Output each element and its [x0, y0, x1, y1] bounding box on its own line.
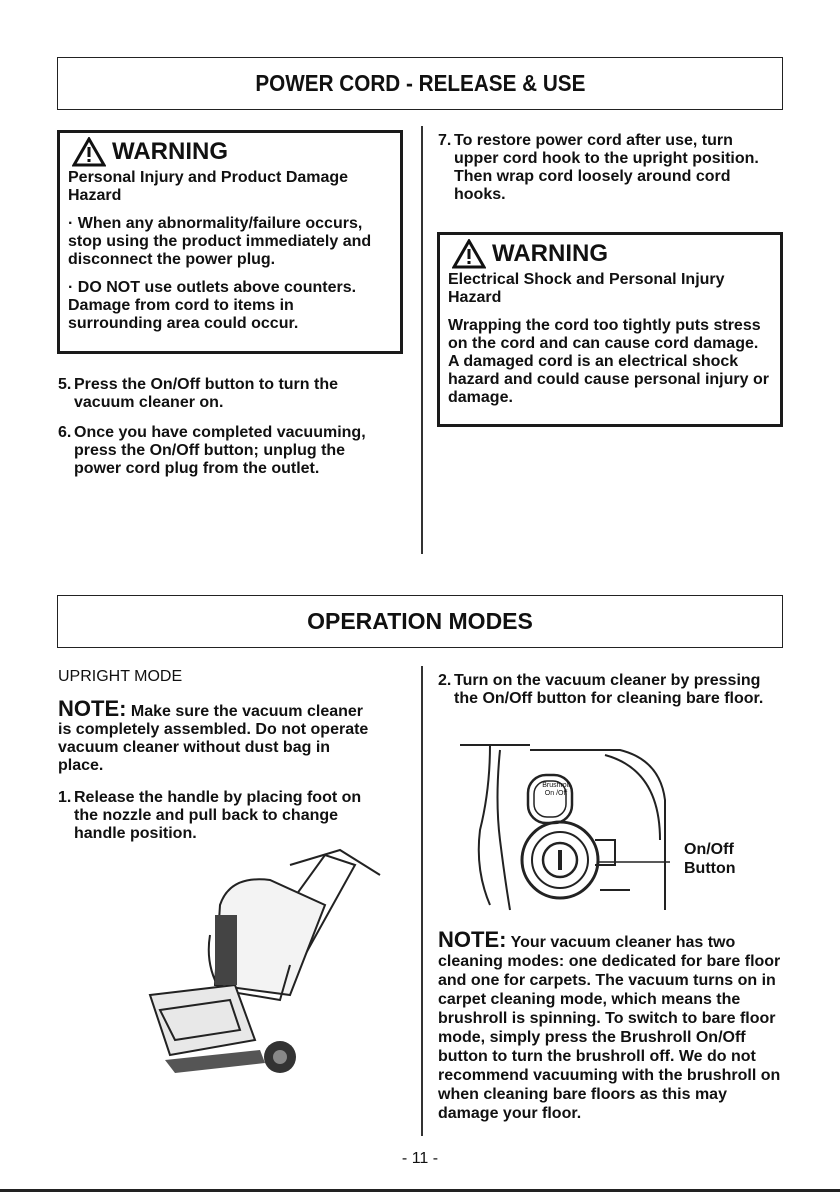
- warning-triangle-icon: [72, 137, 106, 167]
- warning-body-2: Wrapping the cord too tightly puts stress on the cord and can cause cord damage. A damaged cord is an electrical shock hazard and could cause personal injury or damage.: [448, 317, 769, 406]
- vacuum-upright-illustration: [140, 845, 390, 1085]
- mode-label: UPRIGHT MODE: [58, 668, 183, 685]
- note-2: NOTE: Your vacuum cleaner has two cleaning modes: one dedicated for bare floor and one for carpets. The vacuum turns on in carpet cleaning mode, which means the brushroll is spinning. To switch to bare floor mode, simply press the Brushroll On/Off button to turn the brushroll off. We do not recommend vacuuming with the brushroll on when cleaning bare floors as this may damage your floor.: [438, 927, 781, 1122]
- step-7: 7. To restore power cord after use, turn upper cord hook to the upright position. Then wrap cord loosely around cord hooks.: [438, 132, 759, 203]
- step-1: 1. Release the handle by placing foot on the nozzle and pull back to change handle position.: [58, 789, 362, 842]
- note-head: NOTE:: [58, 696, 127, 721]
- step-6: 6. Once you have completed vacuuming, press the On/Off button; unplug the power cord plug from the outlet.: [58, 424, 366, 477]
- section-title-text: POWER CORD - RELEASE & USE: [254, 70, 586, 96]
- upright-mode-column: [58, 668, 378, 855]
- onoff-callout: On/Off Button: [684, 841, 736, 877]
- column-divider-2: [421, 666, 423, 1136]
- section-title-text: OPERATION MODES: [307, 608, 533, 634]
- warning-box-personal-injury: [57, 130, 403, 354]
- note-head: NOTE:: [438, 927, 507, 952]
- step-5: 5. Press the On/Off button to turn the vacuum cleaner on.: [58, 376, 338, 411]
- warning-triangle-icon: [452, 239, 486, 269]
- brushroll-button-label: Brushroll On /Off: [542, 782, 570, 797]
- hazard-title: Personal Injury and Product Damage Hazard: [68, 169, 349, 204]
- section-title-power-cord: [57, 57, 783, 110]
- warning-box-electrical-shock: [437, 232, 783, 427]
- section-title-operation-modes: [57, 595, 783, 648]
- note-1: NOTE: Make sure the vacuum cleaner is completely assembled. Do not operate vacuum cleaner without dust bag in place.: [58, 696, 369, 774]
- warning-bullet-1: · When any abnormality/failure occurs, stop using the product immediately and disconnect the power plug.: [68, 215, 372, 268]
- page-number: - 11 -: [401, 1150, 439, 1167]
- onoff-button-illustration: [450, 740, 670, 915]
- step-2: 2. Turn on the vacuum cleaner by pressing the On/Off button for cleaning bare floor.: [438, 672, 764, 707]
- operation-step-2-column: [438, 672, 783, 720]
- hazard-title-2: Electrical Shock and Personal Injury Hazard: [448, 271, 725, 306]
- steps-left-section1: [58, 376, 388, 490]
- warning-heading: WARNING: [72, 137, 392, 167]
- steps-right-section1: [438, 132, 778, 216]
- warning-bullet-2: · DO NOT use outlets above counters. Damage from cord to items in surrounding area could occur.: [68, 279, 357, 332]
- warning-heading-2: WARNING: [452, 239, 772, 269]
- column-divider-1: [421, 126, 423, 554]
